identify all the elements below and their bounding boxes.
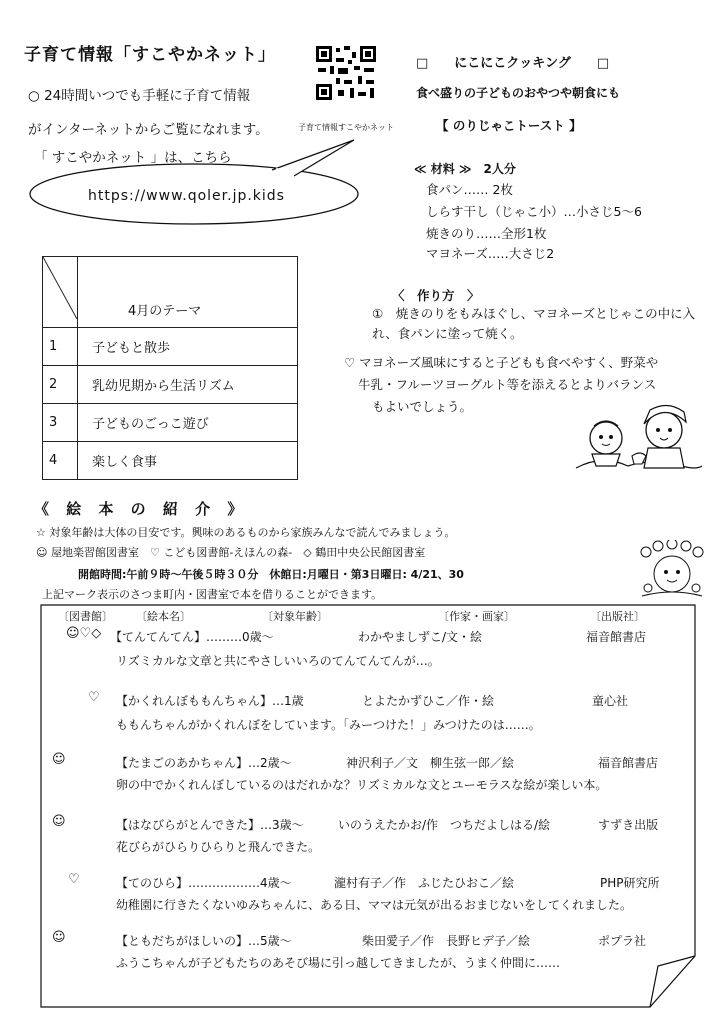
book-description: 花びらがひらりひらりと飛んできた。: [116, 840, 321, 854]
book-title: 【たまごのあかちゃん】…2歳～: [116, 756, 292, 770]
intro-line-3: 「 すこやかネット 」は、こちら: [34, 150, 232, 166]
library-symbols: ☺: [52, 752, 66, 767]
book-description: リズミカルな文章と共にやさしいいろのてんてんてんが…。: [116, 654, 440, 668]
theme-num: 4: [43, 442, 78, 480]
book-description: ももんちゃんがかくれんぼをしています。「みーつけた！」みつけたのは……。: [116, 718, 541, 732]
library-symbols: ♡: [88, 690, 100, 705]
theme-label: 子どものごっこ遊び: [78, 404, 298, 442]
col-library: 〔図書館〕: [58, 610, 113, 623]
diagonal-line: [43, 257, 77, 319]
theme-table-corner: [43, 257, 78, 328]
method-heading: 〈 作り方 〉: [392, 288, 480, 303]
qr-caption: 子育て情報すこやかネット: [298, 123, 394, 132]
theme-header: 4月のテーマ: [78, 257, 298, 328]
method-step: ① 焼きのりをもみほぐし、マヨネーズとじゃこの中に入れ、食パンに塗って焼く。: [372, 306, 696, 341]
theme-num: 3: [43, 404, 78, 442]
book-author: 瀧村有子／作 ふじたひおこ／絵: [334, 876, 515, 890]
theme-label: 乳幼児期から生活リズム: [78, 366, 298, 404]
opening-hours: 開館時間:午前９時～午後５時３０分 休館日:月曜日・第3日曜日: 4/21、30: [78, 568, 464, 581]
book-publisher: ポプラ社: [598, 934, 647, 948]
tip-line: 牛乳・フルーツヨーグルト等を添えるとよりバランス: [358, 377, 657, 392]
tip-line: ♡ マヨネーズ風味にすると子どもも食べやすく、野菜や: [344, 355, 659, 370]
book-description: 幼稚園に行きたくないゆみちゃんに、ある日、ママは元気が出るおまじないをしてくれました。: [116, 898, 633, 912]
theme-num: 1: [43, 328, 78, 366]
books-heading: 《 絵 本 の 紹 介 》: [34, 500, 249, 518]
book-title: 【てのひら】………………4歳～: [116, 876, 292, 890]
book-publisher: 福音館書店: [598, 756, 659, 770]
theme-table: [42, 256, 298, 480]
book-title: 【かくれんぼももんちゃん】…1歳: [116, 694, 304, 708]
intro-line-2: がインターネットからご覧になれます。: [28, 122, 269, 138]
cooking-title: □ にこにこクッキング □: [416, 56, 610, 71]
qr-code-icon: [314, 44, 378, 102]
book-title: 【ともだちがほしいの】…5歳～: [116, 934, 292, 948]
book-description: 卵の中でかくれんぼしているのはだれかな？リズミカルな文とユーモラスな絵が楽しい本。: [116, 778, 608, 792]
material-item: 焼きのり……全形1枚: [426, 226, 547, 241]
material-item: 食パン…… 2枚: [426, 182, 513, 197]
dish-name: 【 のりじゃこトースト 】: [436, 118, 582, 133]
col-publisher: 〔出版社〕: [590, 610, 645, 623]
materials-heading: ≪ 材料 ≫ 2人分: [414, 162, 516, 176]
flower-child-illustration: [636, 540, 708, 602]
book-title: 【てんてんてん】………0歳～: [110, 630, 274, 644]
book-author: 柴田愛子／作 長野ヒデ子／絵: [362, 934, 531, 948]
col-age: 〔対象年齢〕: [262, 610, 328, 623]
intro-line-1: ○ 24時間いつでも手軽に子育て情報: [28, 88, 251, 104]
library-symbols: ☺: [52, 930, 66, 945]
library-symbols: ♡: [68, 872, 80, 887]
col-author: 〔作家・画家〕: [438, 610, 515, 623]
theme-label: 子どもと散歩: [78, 328, 298, 366]
book-publisher: すずき出版: [598, 818, 659, 832]
material-item: しらす干し（じゃこ小）…小さじ5～6: [426, 204, 642, 219]
page-title: 子育て情報「すこやかネット」: [24, 45, 276, 65]
col-title: 〔絵本名〕: [136, 610, 191, 623]
book-description: ふうこちゃんが子どもたちのあそび場に引っ越してきましたが、うまく仲間に……: [116, 956, 561, 970]
library-legend: ☺ 屋地楽習館図書室 ♡ こども図書館-えほんの森- ◇ 鶴田中央公民館図書室: [36, 546, 426, 559]
theme-num: 2: [43, 366, 78, 404]
book-title: 【はなびらがとんできた】…3歳～: [116, 818, 304, 832]
book-publisher: 童心社: [592, 694, 629, 708]
book-publisher: 福音館書店: [586, 630, 647, 644]
material-item: マヨネーズ…‥大さじ2: [426, 246, 555, 261]
cooking-subtitle: 食べ盛りの子どものおやつや朝食にも: [416, 86, 621, 100]
site-url-link[interactable]: https://www.qoler.jp.kids: [88, 188, 285, 204]
book-author: とよたかずひこ／作・絵: [362, 694, 495, 708]
library-symbols: ☺♡◇: [66, 626, 102, 641]
book-publisher: PHP研究所: [600, 876, 660, 890]
age-note: ☆ 対象年齢は大体の目安です。興味のあるものから家族みんなで読んでみましょう。: [36, 526, 456, 539]
theme-label: 楽しく食事: [78, 442, 298, 480]
tip-line: もよいでしょう。: [372, 399, 473, 414]
cooking-kids-illustration: [572, 396, 706, 482]
book-author: わかやましずこ/文・絵: [358, 630, 483, 644]
borrow-note: 上記マーク表示のさつま町内・図書室で本を借りることができます。: [42, 588, 383, 601]
book-author: いのうえたかお/作 つちだよしはる/絵: [338, 818, 551, 832]
library-symbols: ☺: [52, 814, 66, 829]
book-author: 神沢利子／文 柳生弦一郎／絵: [346, 756, 515, 770]
